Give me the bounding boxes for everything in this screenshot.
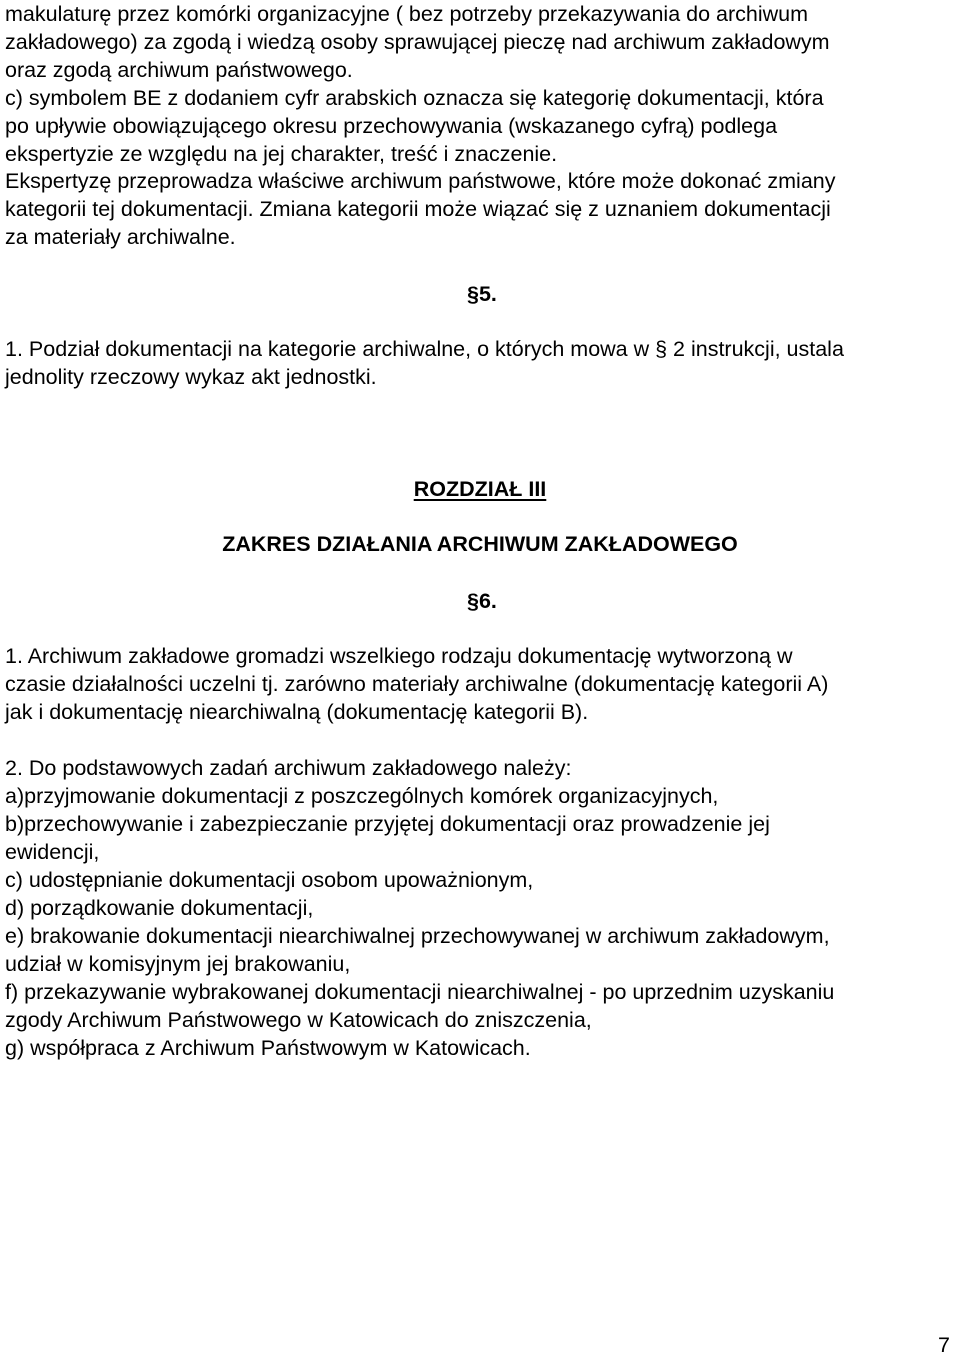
text-line: b)przechowywanie i zabezpieczanie przyjętej dokumentacji oraz prowadzenie jej xyxy=(5,812,770,836)
text-line: udział w komisyjnym jej brakowaniu, xyxy=(5,952,351,976)
text-line: e) brakowanie dokumentacji niearchiwalnej przechowywanej w archiwum zakładowym, xyxy=(5,924,830,948)
text-line: a)przyjmowanie dokumentacji z poszczególnych komórek organizacyjnych, xyxy=(5,784,719,808)
text-line: makulaturę przez komórki organizacyjne ( bez potrzeby przekazywania do archiwum xyxy=(5,2,809,26)
page-number: 7 xyxy=(938,1333,950,1357)
text-line: ewidencji, xyxy=(5,840,100,864)
text-line: za materiały archiwalne. xyxy=(5,225,236,249)
text-line: zgody Archiwum Państwowego w Katowicach do zniszczenia, xyxy=(5,1008,592,1032)
text-line: 1. Podział dokumentacji na kategorie archiwalne, o których mowa w § 2 instrukcji, ustala xyxy=(5,337,844,361)
chapter-number xyxy=(5,475,955,503)
text-line: zakładowego) za zgodą i wiedzą osoby sprawującej pieczę nad archiwum zakładowym xyxy=(5,30,830,54)
chapter-title: ZAKRES DZIAŁANIA ARCHIWUM ZAKŁADOWEGO xyxy=(222,532,738,556)
section-6-label: §6. xyxy=(467,589,497,613)
text-line: ekspertyzie ze względu na jej charakter, treść i znaczenie. xyxy=(5,142,558,166)
text-line: d) porządkowanie dokumentacji, xyxy=(5,896,314,920)
text-line: c) udostępnianie dokumentacji osobom upoważnionym, xyxy=(5,868,534,892)
document-page xyxy=(5,0,955,1360)
text-line: jednolity rzeczowy wykaz akt jednostki. xyxy=(5,365,377,389)
text-line: g) współpraca z Archiwum Państwowym w Katowicach. xyxy=(5,1036,531,1060)
text-line: jak i dokumentację niearchiwalną (dokumentację kategorii B). xyxy=(5,700,589,724)
text-line: kategorii tej dokumentacji. Zmiana kategorii może wiązać się z uznaniem dokumentacji xyxy=(5,197,831,221)
text-line: f) przekazywanie wybrakowanej dokumentacji niearchiwalnej - po uprzednim uzyskaniu xyxy=(5,980,835,1004)
text-line: oraz zgodą archiwum państwowego. xyxy=(5,58,353,82)
chapter-number-text: ROZDZIAŁ III xyxy=(413,477,547,501)
text-line: czasie działalności uczelni tj. zarówno materiały archiwalne (dokumentację kategorii A) xyxy=(5,672,829,696)
text-line: po upływie obowiązującego okresu przechowywania (wskazanego cyfrą) podlega xyxy=(5,114,778,138)
text-line: 1. Archiwum zakładowe gromadzi wszelkiego rodzaju dokumentację wytworzoną w xyxy=(5,644,793,668)
section-5-label: §5. xyxy=(467,282,497,306)
text-line: c) symbolem BE z dodaniem cyfr arabskich oznacza się kategorię dokumentacji, która xyxy=(5,86,824,110)
text-line: 2. Do podstawowych zadań archiwum zakładowego należy: xyxy=(5,756,572,780)
text-line: Ekspertyzę przeprowadza właściwe archiwum państwowe, które może dokonać zmiany xyxy=(5,169,836,193)
